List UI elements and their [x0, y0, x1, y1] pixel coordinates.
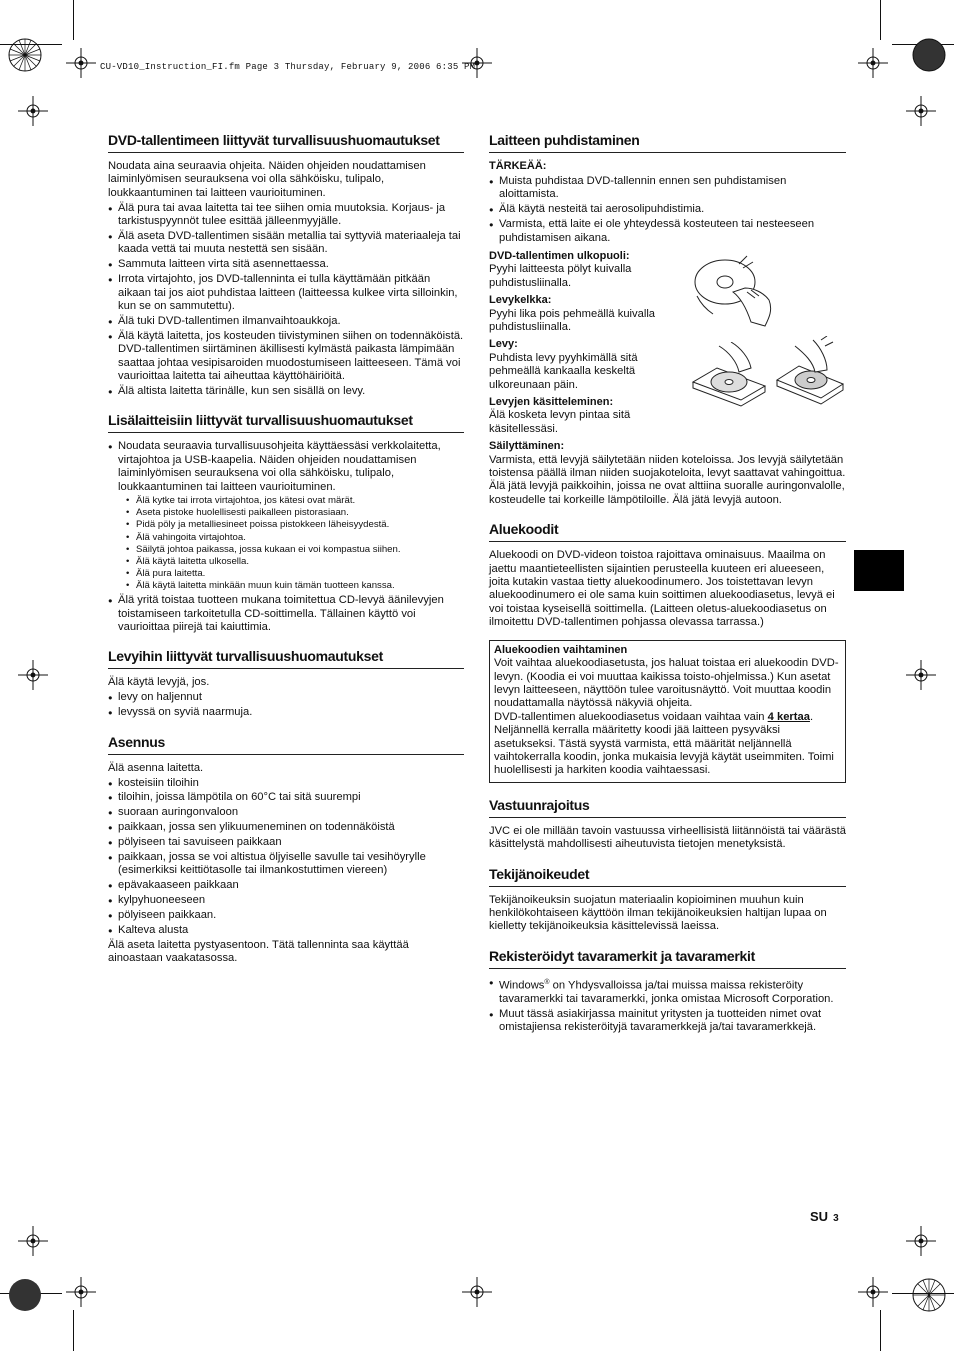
cleaning-item-label: Levyjen käsitteleminen:	[489, 396, 614, 408]
cleaning-item-text: Pyyhi laitteesta pölyt kuivalla puhdistusliinalla.	[489, 263, 632, 289]
cleaning-item	[489, 338, 679, 392]
section-installation	[108, 734, 464, 966]
section-accessory-safety	[108, 412, 464, 634]
list-item: ● Varmista, että laite ei ole yhteydessä kosteuteen tai nesteeseen puhdistamisen aikana.	[489, 218, 846, 245]
registered-mark: ®	[544, 978, 550, 986]
paragraph: Aluekoodi on DVD-videon toistoa rajoittava ominaisuus. Maailma on jaettu maantieteellisten sijaintien perusteella kuuteen eri alueeseen, joita kutakin vastaa tietty aluekoodinumero. Jos toistettavan levyn aluekoodinumero ei ole sama kuin soittimen aluekoodiasetus, levyä ei voi toistaa kyseisellä soittimella. (Laitteen oletus-aluekoodiasetus on ilmoitettu DVD-tallentimen pohjassa olevassa tarrassa.)	[489, 549, 835, 629]
list-item: ● Sammuta laitteen virta sitä asennettaessa.	[108, 258, 464, 271]
cleaning-item-text: Puhdista levy pyyhkimällä sitä pehmeällä kankaalla keskeltä ulkoreunaan päin.	[489, 351, 638, 391]
box-title: Aluekoodien vaihtaminen	[494, 643, 628, 656]
section-trademarks	[489, 948, 846, 1035]
list-item: ● tiloihin, joissa lämpötila on 60°C tai sitä suurempi	[108, 791, 464, 804]
right-column	[489, 132, 846, 1049]
paragraph: Neljännellä kerralla määritetty koodi jää laitteen pysyväksi asetukseksi. Tästä syystä varmista, että määrität neljännellä vaihtokerralla koodin, jonka mukaisia levyjä käytät useimmiten. Toimi huolellisesti ja harkiten koodia vaihtaessasi.	[494, 724, 834, 777]
bullet-list	[108, 440, 464, 634]
crosshair-mark-icon	[18, 1226, 48, 1256]
sub-list-item: • Säilytä johtoa paikassa, jossa kukaan ei voi kompastua siihen.	[126, 544, 464, 556]
crosshair-mark-icon	[66, 48, 96, 78]
list-item: ● Älä yritä toistaa tuotteen mukana toimitettua CD-levyä äänilevyjen toistamiseen tarkoitetulla CD-soittimella. Tällainen käyttö voi vaurioittaa piirejä tai kaiuttimia.	[108, 594, 464, 634]
crosshair-mark-icon	[18, 660, 48, 690]
section-cleaning	[489, 132, 846, 507]
cleaning-item-label: Levy:	[489, 338, 518, 351]
list-item: ● levy on haljennut	[108, 691, 464, 704]
disc-tray-illustration-icon	[775, 336, 845, 408]
section-title: Rekisteröidyt tavaramerkit ja tavaramerkit	[489, 948, 846, 969]
text-run: DVD-tallentimen aluekoodiasetus voidaan vaihtaa vain	[494, 710, 768, 723]
left-column	[108, 132, 464, 980]
cleaning-item-label: Levykelkka:	[489, 294, 552, 307]
storage-label: Säilyttäminen:	[489, 440, 565, 453]
list-item: ● Älä aseta DVD-tallentimen sisään metallia tai syttyviä materiaaleja tai kaada vettä tai muuta nestettä sen sisään.	[108, 230, 464, 257]
cleaning-item	[489, 294, 679, 334]
language-tab-marker	[854, 550, 904, 591]
list-item: ● epävakaaseen paikkaan	[108, 879, 464, 892]
registration-rosette-icon	[912, 1278, 946, 1312]
page-number-value: 3	[833, 1213, 839, 1224]
list-item: ● Älä käytä laitetta, jos kosteuden tiivistyminen siihen on todennäköistä. DVD-tallentimen siirtäminen äkillisesti kylmästä paikasta lämpimään saattaa johtaa vesipisaroiden muodostumiseen laitteeseen. Tämä voi vaurioittaa laitetta tai aiheuttaa käyttöhäiriöitä.	[108, 330, 464, 384]
list-item	[108, 440, 464, 592]
region-code-box	[489, 640, 846, 783]
section-copyright	[489, 866, 846, 934]
emphasis-text: 4 kertaa	[767, 710, 810, 723]
crosshair-mark-icon	[462, 1277, 492, 1307]
sub-list-item: • Älä käytä laitetta ulkosella.	[126, 556, 464, 568]
crosshair-mark-icon	[906, 1226, 936, 1256]
page-number	[810, 1209, 839, 1224]
section-title: Lisälaitteisiin liittyvät turvallisuushuomautukset	[108, 412, 464, 433]
section-dvd-safety	[108, 132, 464, 398]
sub-list-item: • Älä pura laitetta.	[126, 568, 464, 580]
list-item: ● Älä tuki DVD-tallentimen ilmanvaihtoaukkoja.	[108, 315, 464, 328]
section-title: Vastuunrajoitus	[489, 797, 846, 818]
file-header: CU-VD10_Instruction_FI.fm Page 3 Thursday, February 9, 2006 6:35 PM	[100, 62, 476, 72]
cleaning-items	[489, 250, 846, 436]
paragraph: JVC ei ole millään tavoin vastuussa virheellisistä liitännöistä tai väärästä käsittelystä mahdollisesti aiheutuvista tietojen menetyksistä.	[489, 824, 846, 851]
bullet-list	[489, 976, 846, 1035]
crosshair-mark-icon	[858, 48, 888, 78]
section-title: Levyihin liittyvät turvallisuushuomautukset	[108, 648, 464, 669]
list-item: ● paikkaan, jossa sen ylikuumeneminen on todennäköistä	[108, 821, 464, 834]
text-run: Windows	[499, 979, 545, 992]
trim-mark	[880, 1310, 881, 1351]
paragraph: Tekijänoikeuksin suojatun materiaalin kopioiminen muuhun kuin henkilökohtaiseen käyttöön ilman tekijänoikeuksien haltijan lupaa on kielletty tekijänoikeuksia käsittelevissä laeissa.	[489, 893, 827, 933]
cleaning-item-text: Pyyhi lika pois pehmeällä kuivalla puhdistusliinalla.	[489, 307, 656, 333]
list-item: ● kosteisiin tiloihin	[108, 777, 464, 790]
paragraph: Voit vaihtaa aluekoodiasetusta, jos haluat toistaa eri aluekoodin DVD-levyn. (Koodia ei voi muuttaa kaikissa toisto-ohjelmissa.) Kun asetat levyn laitteeseen, näyttöön tulee varoitusnäyttö. Voit muuttaa koodin noudattamalla näytössä näkyviä ohjeita.	[494, 657, 839, 710]
list-item: ● Kalteva alusta	[108, 924, 464, 937]
sub-list-item: • Älä käytä laitetta minkään muun kuin tämän tuotteen kanssa.	[126, 580, 464, 592]
cleaning-item-text: Älä kosketa levyn pintaa sitä käsitellessäsi.	[489, 409, 631, 435]
paragraph: Älä aseta laitetta pystyasentoon. Tätä tallenninta saa käyttää ainoastaan vaakatasossa.	[108, 938, 409, 965]
list-item: ● Muut tässä asiakirjassa mainitut yritysten ja tuotteiden nimet ovat omistajiensa rekisteröityjä tavaramerkkejä ja/tai tavaramerkkejä.	[489, 1008, 846, 1035]
list-item: ● Älä pura tai avaa laitetta tai tee siihen omia muutoksia. Korjaus- ja tarkistuspyynnöt tulee esittää jälleenmyyjälle.	[108, 202, 464, 229]
bullet-list	[489, 175, 846, 245]
section-title: Tekijänoikeudet	[489, 866, 846, 887]
text-run: .	[809, 710, 814, 723]
sub-list-item: • Älä vahingoita virtajohtoa.	[126, 532, 464, 544]
language-code: SU	[810, 1209, 829, 1224]
section-region-codes	[489, 521, 846, 783]
text-run: on Yhdysvalloissa ja/tai muissa maissa rekisteröity tavaramerkki tai tavaramerkki, jonka omistaa Microsoft Corporation.	[499, 979, 834, 1005]
list-item: ● Älä altista laitetta tärinälle, kun sen sisällä on levy.	[108, 385, 464, 398]
section-title: Aluekoodit	[489, 521, 846, 542]
crosshair-mark-icon	[906, 660, 936, 690]
sub-list-item: • Älä kytke tai irrota virtajohtoa, jos kätesi ovat märät.	[126, 495, 464, 507]
trim-mark	[73, 1310, 74, 1351]
paragraph	[494, 711, 841, 724]
bullet-list	[108, 777, 464, 938]
bullet-list	[108, 202, 464, 399]
list-item: ● levyssä on syviä naarmuja.	[108, 706, 464, 719]
important-label: TÄRKEÄÄ:	[489, 160, 547, 172]
registration-rosette-icon	[8, 1278, 42, 1312]
sub-list	[126, 495, 464, 593]
list-item: ● paikkaan, jossa se voi altistua öljyiselle savulle tai vesihöyrylle (esimerkiksi keittiötasolle tai ilmankostuttimen viereen)	[108, 851, 464, 878]
bullet-list	[108, 691, 464, 719]
crosshair-mark-icon	[858, 1277, 888, 1307]
cleaning-item	[489, 396, 679, 436]
cleaning-item-label: DVD-tallentimen ulkopuoli:	[489, 249, 630, 262]
section-disclaimer	[489, 797, 846, 852]
paragraph: Varmista, että levyjä säilytetään niiden koteloissa. Jos levyjä säilytetään toistensa päällä ilman niiden suojakoteloita, levyt saattavat vahingoittua. Älä jätä levyjä paikkoihin, joissa ne ovat alttiina suoralle auringonvalolle, kosteudelle tai korkeille lämpötiloille. Älä jätä levyjä autoon.	[489, 453, 846, 506]
section-title: Asennus	[108, 734, 464, 755]
registration-rosette-icon	[912, 38, 946, 72]
list-item: ● pölyiseen tai savuiseen paikkaan	[108, 836, 464, 849]
crosshair-mark-icon	[66, 1277, 96, 1307]
section-title: Laitteen puhdistaminen	[489, 132, 846, 153]
list-item: ● Älä käytä nesteitä tai aerosolipuhdistimia.	[489, 203, 846, 216]
list-item-text: Noudata seuraavia turvallisuusohjeita käyttäessäsi verkkolaitetta, virtajohtoa ja USB-kaapelia. Näiden ohjeiden noudattamisen laiminlyömisen seurauksena voi olla sähköisku, tulipalo, loukkaantuminen tai laitteen vaurioituminen.	[118, 440, 441, 493]
section-title: DVD-tallentimeen liittyvät turvallisuushuomautukset	[108, 132, 464, 153]
sub-list-item: • Pidä pöly ja metalliesineet poissa pistokkeen läheisyydestä.	[126, 519, 464, 531]
trim-mark	[73, 0, 74, 40]
registration-rosette-icon	[8, 38, 42, 72]
trim-mark	[880, 0, 881, 40]
crosshair-mark-icon	[906, 96, 936, 126]
list-item	[489, 976, 846, 1007]
list-item: ● Irrota virtajohto, jos DVD-tallenninta ei tulla käyttämään pitkään aikaan tai jos aiot puhdistaa laitteen (laitteessa kulkee virta silloinkin, kun se on sammutettu).	[108, 273, 464, 313]
cleaning-item	[489, 250, 679, 290]
sub-list-item: • Aseta pistoke huolellisesti paikalleen pistorasiaan.	[126, 507, 464, 519]
list-item: ● Muista puhdistaa DVD-tallennin ennen sen puhdistamisen aloittamista.	[489, 175, 846, 202]
paragraph: Älä asenna laitetta.	[108, 761, 204, 774]
disc-wiping-illustration-icon	[689, 342, 767, 408]
list-item: ● pölyiseen paikkaan.	[108, 909, 464, 922]
crosshair-mark-icon	[18, 96, 48, 126]
disc-handling-illustration-icon	[689, 252, 779, 336]
paragraph: Noudata aina seuraavia ohjeita. Näiden ohjeiden noudattamisen laiminlyömisen seurauksena voi olla sähköisku, tulipalo, loukkaantuminen tai laitteen vaurioituminen.	[108, 160, 426, 199]
paragraph: Älä käytä levyjä, jos.	[108, 676, 210, 689]
cleaning-texts	[489, 250, 679, 436]
list-item: ● kylpyhuoneeseen	[108, 894, 464, 907]
list-item: ● suoraan auringonvaloon	[108, 806, 464, 819]
section-disc-safety	[108, 648, 464, 719]
